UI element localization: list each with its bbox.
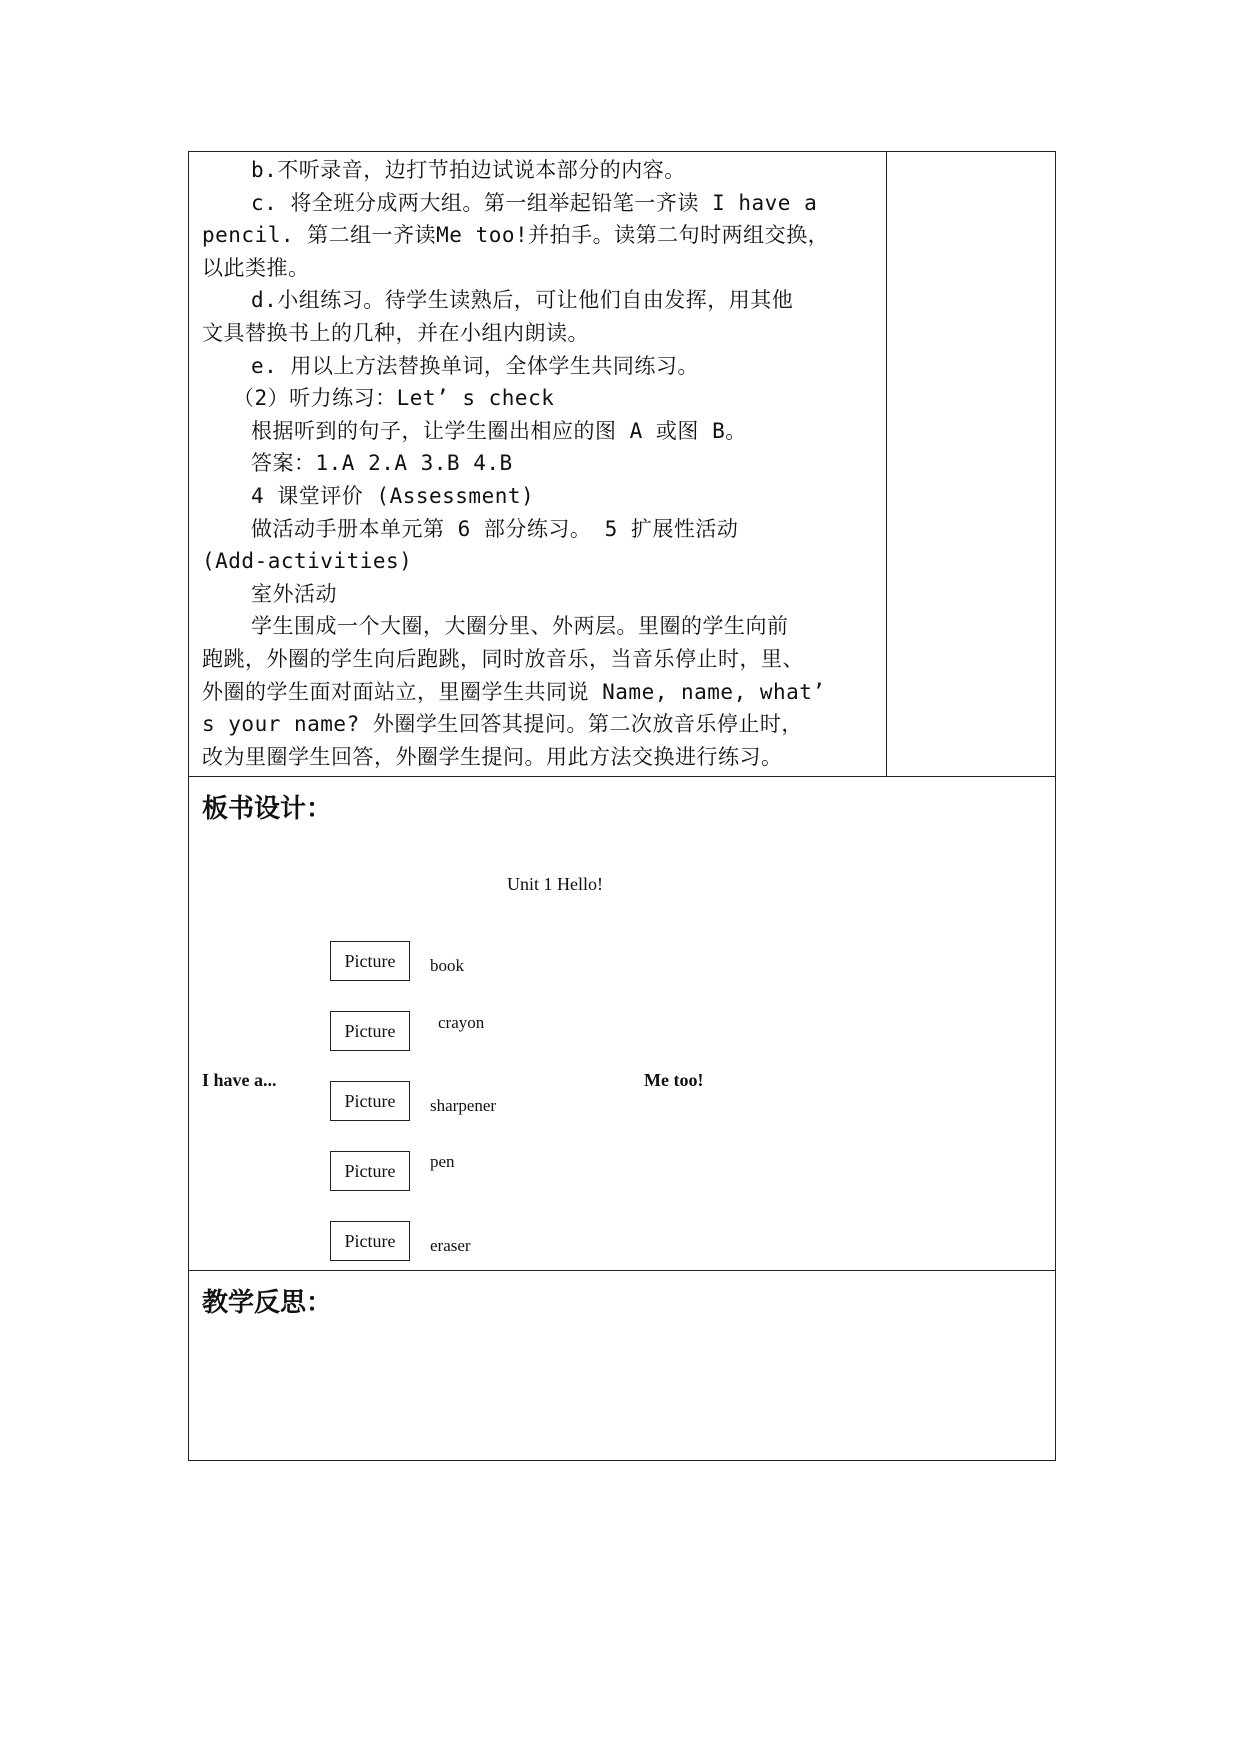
lesson-plan-table	[188, 151, 1056, 1461]
picture-box: Picture	[330, 1081, 410, 1121]
lesson-line: pencil. 第二组一齐读Me too!并拍手。读第二句时两组交换，	[202, 223, 830, 248]
vocab-word: book	[430, 956, 464, 975]
lesson-line: 学生围成一个大圈，大圈分里、外两层。里圈的学生向前	[251, 614, 789, 639]
lesson-line: b.不听录音，边打节拍边试说本部分的内容。	[251, 158, 686, 182]
lesson-line: 做活动手册本单元第 6 部分练习。 5 扩展性活动	[251, 516, 739, 541]
lesson-line: c. 将全班分成两大组。第一组举起铅笔一齐读 I have a	[251, 190, 818, 215]
vocab-word: sharpener	[430, 1096, 497, 1115]
lesson-line: 外圈的学生面对面站立，里圈学生共同说 Name, name, what’	[202, 679, 826, 704]
lesson-line: 4 课堂评价 (Assessment)	[251, 483, 535, 508]
picture-box: Picture	[330, 941, 410, 981]
vocab-word: eraser	[430, 1236, 471, 1255]
lesson-line: 室外活动	[251, 581, 337, 606]
vocab-word: crayon	[438, 1013, 485, 1032]
lesson-line: s your name? 外圈学生回答其提问。第二次放音乐停止时，	[202, 712, 803, 737]
lesson-line: 以此类推。	[202, 255, 310, 280]
board-left-phrase: I have a...	[202, 1070, 277, 1090]
lesson-procedure	[202, 154, 892, 773]
lesson-line: 答案：1.A 2.A 3.B 4.B	[251, 451, 513, 476]
picture-box: Picture	[330, 1011, 410, 1051]
teaching-reflection-heading: 教学反思：	[202, 1288, 333, 1318]
lesson-line: d.小组练习。待学生读熟后，可让他们自由发挥，用其他	[251, 288, 794, 313]
board-title: Unit 1 Hello!	[507, 874, 603, 894]
board-design-heading: 板书设计：	[202, 794, 333, 824]
lesson-line: 文具替换书上的几种，并在小组内朗读。	[202, 320, 589, 345]
lesson-line: (Add-activities)	[202, 549, 413, 574]
lesson-line: e. 用以上方法替换单词，全体学生共同练习。	[251, 353, 699, 378]
lesson-line: 根据听到的句子，让学生圈出相应的图 A 或图 B。	[251, 418, 747, 443]
board-right-phrase: Me too!	[644, 1070, 704, 1090]
row-divider-2	[189, 1270, 1055, 1271]
picture-box: Picture	[330, 1221, 410, 1261]
vocab-word: pen	[430, 1152, 455, 1171]
row-divider-1	[189, 776, 1055, 777]
picture-box: Picture	[330, 1151, 410, 1191]
lesson-line: （2）听力练习：Let’ s check	[233, 386, 555, 411]
lesson-line: 跑跳，外圈的学生向后跑跳，同时放音乐，当音乐停止时，里、	[202, 646, 804, 671]
lesson-line: 改为里圈学生回答，外圈学生提问。用此方法交换进行练习。	[202, 744, 783, 769]
